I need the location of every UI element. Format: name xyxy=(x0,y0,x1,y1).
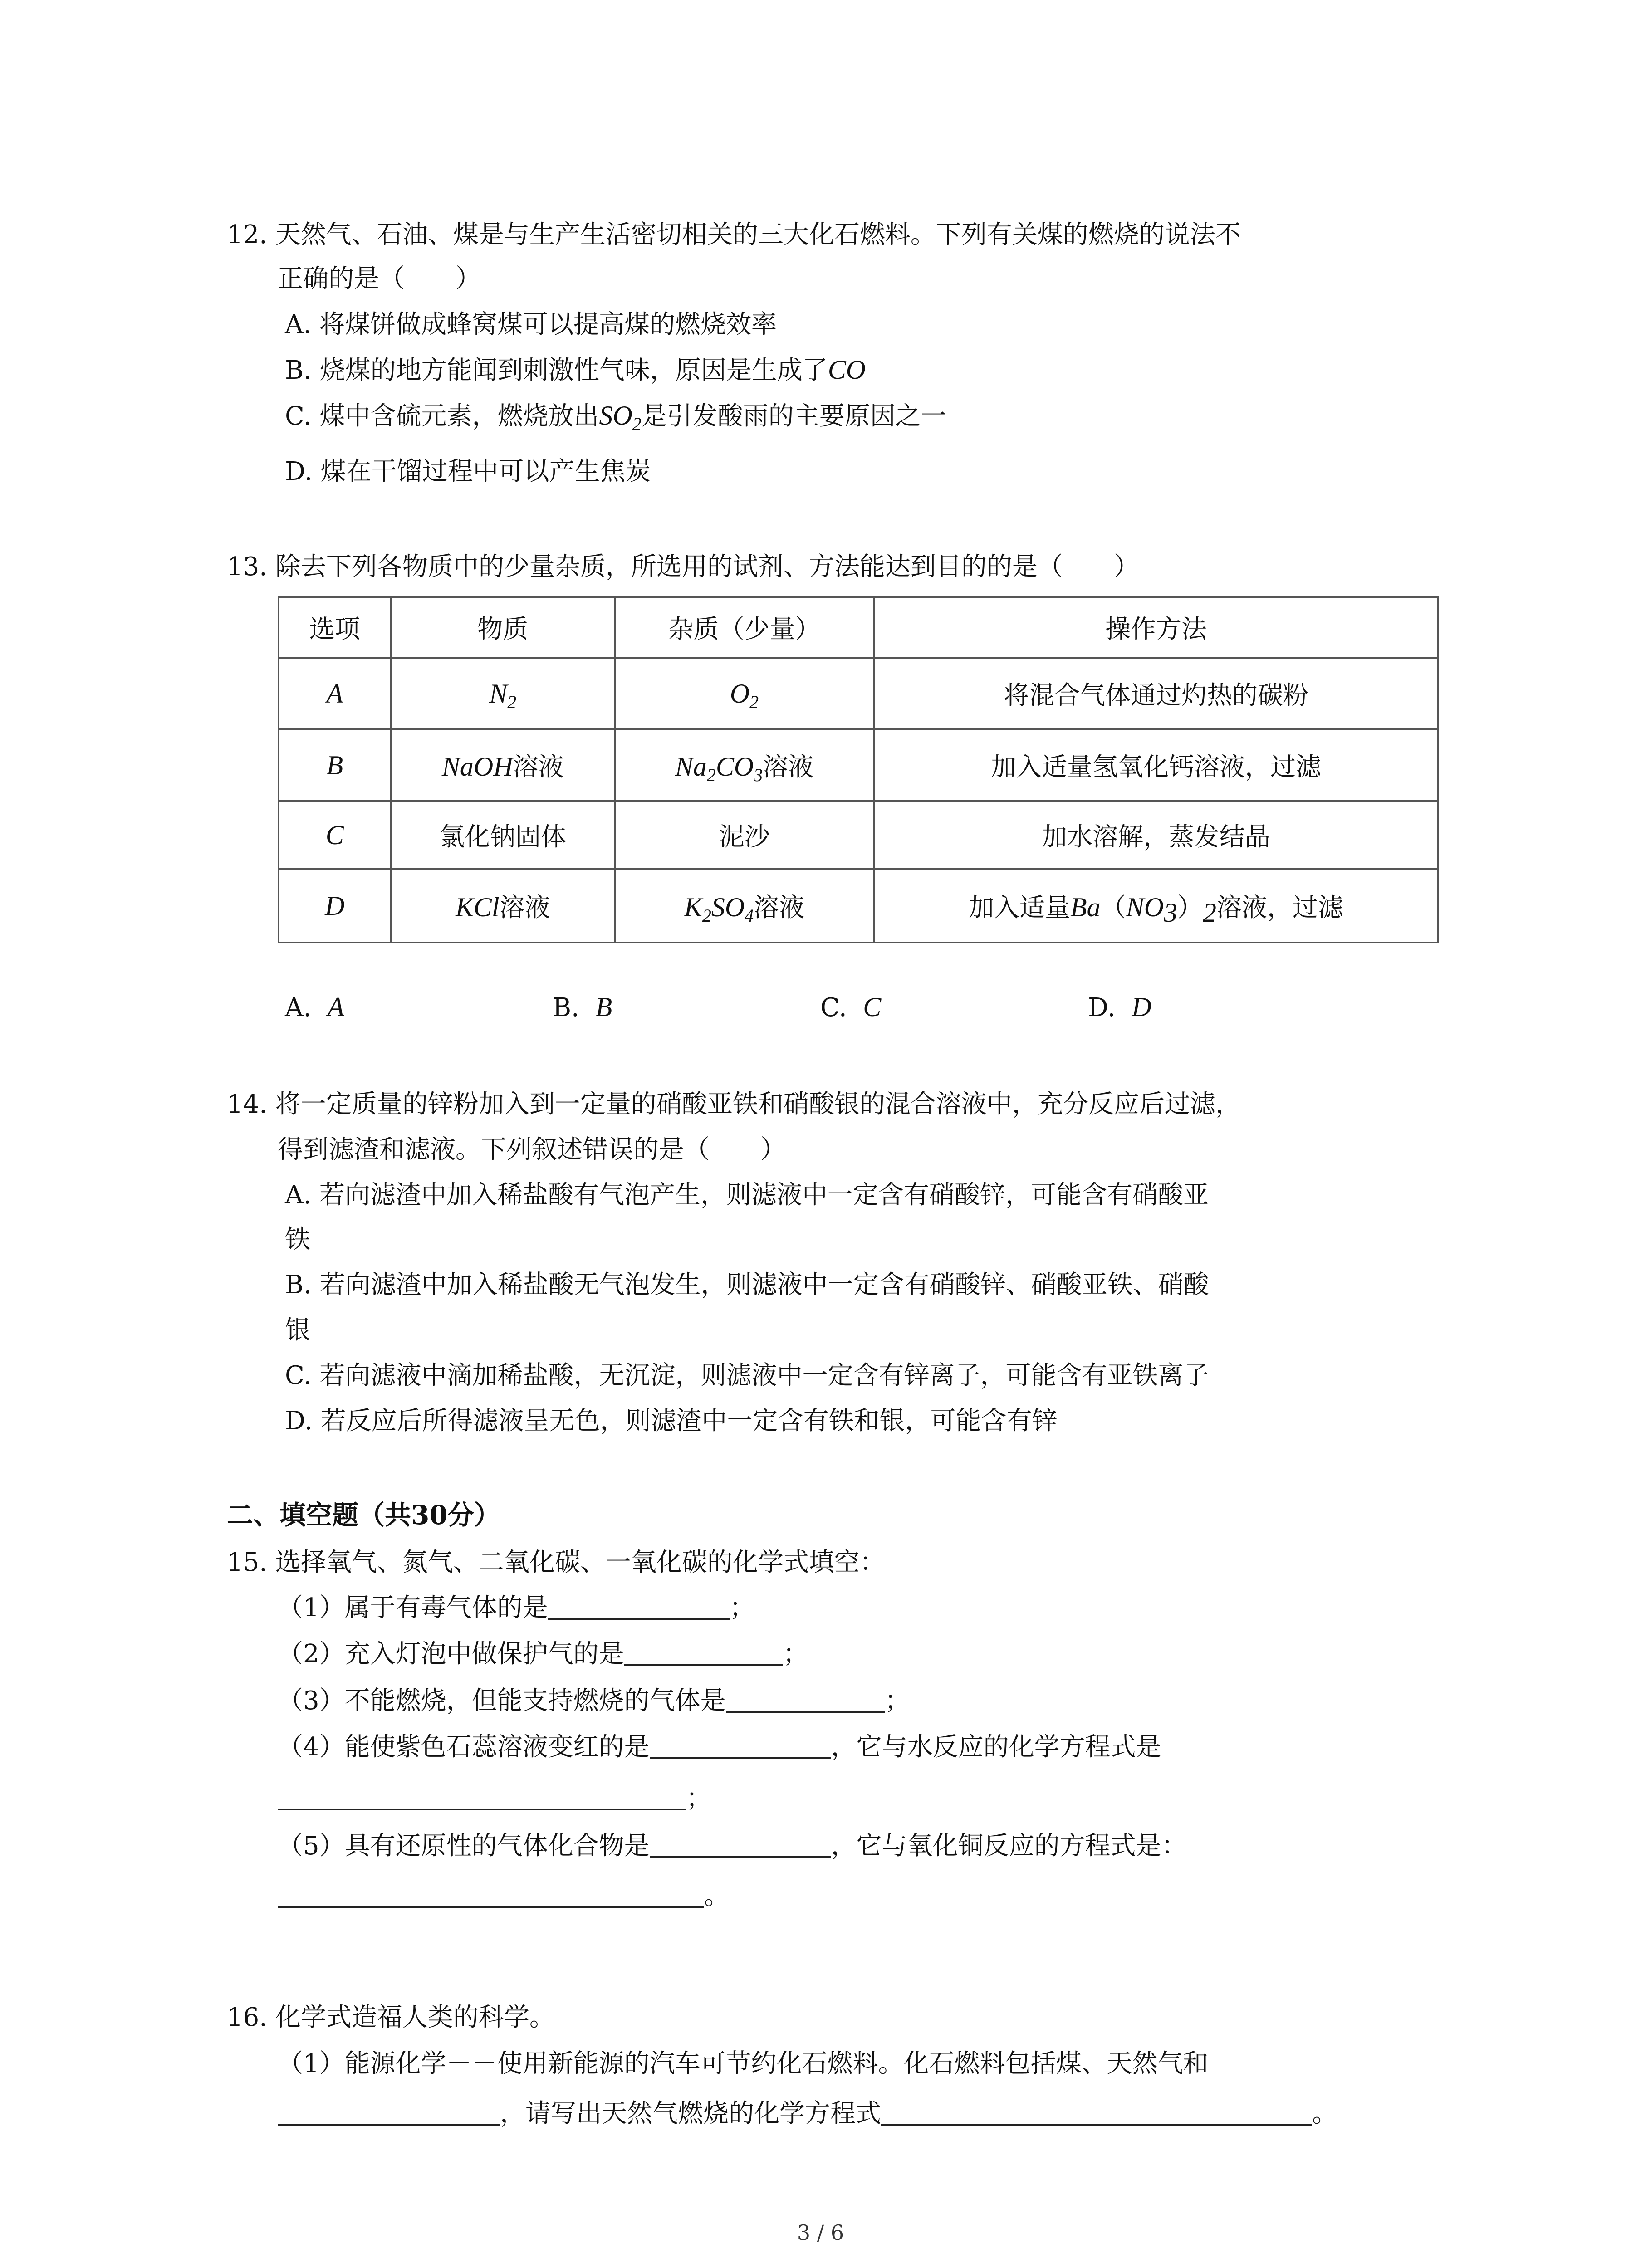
answer-blank[interactable] xyxy=(624,1637,783,1666)
q13-choice-a: A. A xyxy=(285,992,344,1022)
table-cell-impurity: $O_2$ xyxy=(615,658,874,729)
q13-stem: 13. 除去下列各物质中的少量杂质，所选用的试剂、方法能达到目的的是（ ） xyxy=(227,552,1139,582)
table-row xyxy=(279,869,1438,943)
q15-stem: 15. 选择氧气、氮气、二氧化碳、一氧化碳的化学式填空： xyxy=(227,1548,885,1577)
table-cell-substance: $N_2$ xyxy=(391,658,615,729)
q12-stem-line2: 正确的是（ ） xyxy=(278,264,481,293)
table-row xyxy=(279,729,1438,801)
table-cell-substance: KCl溶液 xyxy=(391,869,615,943)
q12-stem-line1: 12. 天然气、石油、煤是与生产生活密切相关的三大化石燃料。下列有关煤的燃烧的说法不 xyxy=(227,220,1241,249)
section-title: 二、填空题（共30分） xyxy=(227,1500,500,1530)
page-number: 3 / 6 xyxy=(797,2220,844,2245)
q14-option-a-line2: 铁 xyxy=(285,1225,310,1254)
table-header-cell: 操作方法 xyxy=(874,597,1438,658)
table-header-cell: 选项 xyxy=(279,597,391,658)
answer-blank[interactable] xyxy=(650,1829,831,1858)
answer-blank[interactable] xyxy=(278,2097,500,2126)
q13-choice-c: C. C xyxy=(820,992,882,1022)
answer-blank[interactable] xyxy=(881,2097,1312,2126)
table-cell-method: 加水溶解，蒸发结晶 xyxy=(874,801,1438,869)
q16-part1-line1: （1）能源化学－－使用新能源的汽车可节约化石燃料。化石燃料包括煤、天然气和 xyxy=(278,2049,1209,2078)
q12-option-c-text: C. 煤中含硫元素，燃烧放出 xyxy=(285,401,599,431)
q14-option-b-line2: 银 xyxy=(285,1315,310,1345)
q12-option-b-text: B. 烧煤的地方能闻到刺激性气味，原因是生成了 xyxy=(285,356,828,385)
answer-blank[interactable] xyxy=(278,1781,686,1810)
q12-option-c xyxy=(285,397,946,435)
answer-blank[interactable] xyxy=(726,1684,885,1713)
table-cell-option: D xyxy=(279,869,391,943)
q13-choice-b: B. B xyxy=(553,992,612,1022)
table-cell-option: B xyxy=(279,729,391,801)
table-cell-impurity: 泥沙 xyxy=(615,801,874,869)
table-cell-impurity: $Na_2CO_3$溶液 xyxy=(615,729,874,801)
table-cell-impurity: $K_2SO_4$溶液 xyxy=(615,869,874,943)
table-header-cell: 物质 xyxy=(391,597,615,658)
table-cell-substance: NaOH溶液 xyxy=(391,729,615,801)
q13-choice-d: D. D xyxy=(1088,992,1151,1022)
q12-option-a: A. 将煤饼做成蜂窝煤可以提高煤的燃烧效率 xyxy=(285,310,777,339)
table-cell-option: C xyxy=(279,801,391,869)
q15-part5-cont: 。 xyxy=(278,1878,730,1914)
table-cell-method: 加入适量氢氧化钙溶液，过滤 xyxy=(874,729,1438,801)
q15-part2: （2）充入灯泡中做保护气的是 ； xyxy=(278,1636,808,1672)
table-cell-method: 加入适量$Ba(NO_3)_2$溶液，过滤 xyxy=(874,869,1438,943)
q15-part5: （5）具有还原性的气体化合物是 ，它与氧化铜反应的方程式是： xyxy=(278,1828,1187,1864)
q12-option-b-formula: CO xyxy=(828,355,866,385)
table-cell-option: A xyxy=(279,658,391,729)
q14-option-d: D. 若反应后所得滤液呈无色，则滤渣中一定含有铁和银，可能含有锌 xyxy=(285,1406,1058,1436)
table-row xyxy=(279,658,1438,729)
q15-part1: （1）属于有毒气体的是 ； xyxy=(278,1590,755,1626)
q16-stem: 16. 化学式造福人类的科学。 xyxy=(227,2003,555,2032)
q14-option-a-line1: A. 若向滤渣中加入稀盐酸有气泡产生，则滤液中一定含有硝酸锌，可能含有硝酸亚 xyxy=(285,1180,1209,1210)
table-cell-substance: 氯化钠固体 xyxy=(391,801,615,869)
q12-option-d: D. 煤在干馏过程中可以产生焦炭 xyxy=(285,457,651,486)
q14-stem-line1: 14. 将一定质量的锌粉加入到一定量的硝酸亚铁和硝酸银的混合溶液中，充分反应后过滤， xyxy=(227,1090,1241,1119)
q15-part3: （3）不能燃烧，但能支持燃烧的气体是 ； xyxy=(278,1683,910,1719)
q13-table xyxy=(278,596,1439,943)
q12-option-c-text2: 是引发酸雨的主要原因之一 xyxy=(641,401,946,431)
table-header-row xyxy=(279,597,1438,658)
q12-option-c-formula: $SO_2$ xyxy=(599,401,642,434)
q14-stem-line2: 得到滤渣和滤液。下列叙述错误的是（ ） xyxy=(278,1135,786,1164)
q14-option-c: C. 若向滤液中滴加稀盐酸，无沉淀，则滤液中一定含有锌离子，可能含有亚铁离子 xyxy=(285,1361,1209,1390)
answer-blank[interactable] xyxy=(278,1879,704,1908)
q12-option-b xyxy=(285,352,866,389)
q15-part4: （4）能使紫色石蕊溶液变红的是 ，它与水反应的化学方程式是 xyxy=(278,1729,1161,1765)
answer-blank[interactable] xyxy=(548,1591,730,1620)
table-cell-method: 将混合气体通过灼热的碳粉 xyxy=(874,658,1438,729)
q15-part4-cont: ； xyxy=(278,1780,711,1817)
q14-option-b-line1: B. 若向滤渣中加入稀盐酸无气泡发生，则滤液中一定含有硝酸锌、硝酸亚铁、硝酸 xyxy=(285,1270,1209,1300)
q16-part1-line2: ，请写出天然气燃烧的化学方程式 。 xyxy=(278,2096,1337,2132)
answer-blank[interactable] xyxy=(650,1730,831,1759)
table-row xyxy=(279,801,1438,869)
table-header-cell: 杂质（少量） xyxy=(615,597,874,658)
